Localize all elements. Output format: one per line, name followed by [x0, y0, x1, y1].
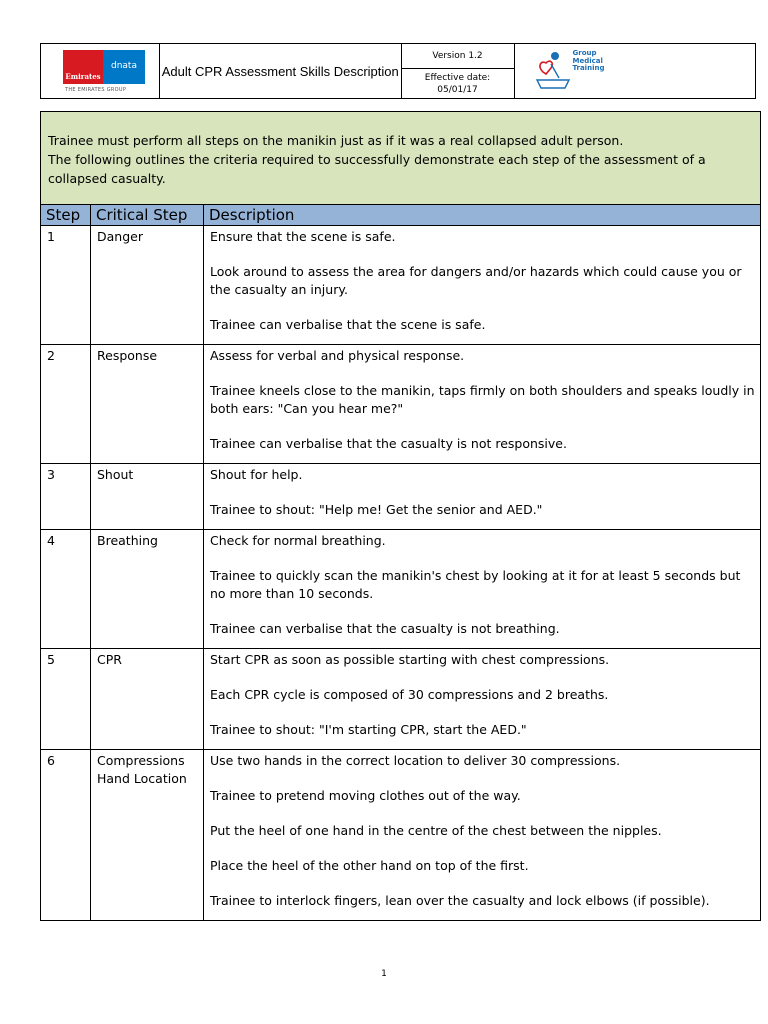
dnata-logo: dnata	[103, 50, 145, 84]
table-row	[41, 464, 760, 530]
medical-training-logo	[515, 44, 756, 98]
description-paragraph: Look around to assess the area for dangers and/or hazards which could cause you or the casualty an injury.	[210, 264, 742, 297]
step-number: 2	[41, 345, 91, 464]
description-paragraph: Put the heel of one hand in the centre of the chest between the nipples.	[210, 823, 662, 838]
header-description: Description	[204, 205, 761, 226]
step-description	[204, 345, 761, 464]
description-paragraph: Trainee to interlock fingers, lean over the casualty and lock elbows (if possible).	[210, 893, 710, 908]
table-row	[41, 750, 760, 921]
critical-step: Compressions Hand Location	[91, 750, 204, 921]
step-number: 6	[41, 750, 91, 921]
description-paragraph: Place the heel of the other hand on top of the first.	[210, 858, 529, 873]
table-row	[41, 530, 760, 649]
steps-table	[41, 204, 760, 920]
page-number: 1	[381, 969, 387, 979]
critical-step: Response	[91, 345, 204, 464]
step-description	[204, 649, 761, 750]
effective-date-value: 05/01/17	[437, 84, 478, 95]
critical-step: Breathing	[91, 530, 204, 649]
description-paragraph: Trainee to quickly scan the manikin's chest by looking at it for at least 5 seconds but no more than 10 seconds.	[210, 568, 741, 601]
table-header-row	[41, 205, 760, 226]
step-number: 4	[41, 530, 91, 649]
step-description	[204, 530, 761, 649]
version-block	[402, 44, 515, 98]
table-row	[41, 345, 760, 464]
step-description	[204, 464, 761, 530]
cpr-heart-icon	[535, 50, 571, 92]
description-paragraph: Trainee kneels close to the manikin, taps firmly on both shoulders and speaks loudly in both ears: "Can you hear me?"	[210, 383, 755, 416]
critical-step: Danger	[91, 226, 204, 345]
intro-box	[41, 112, 760, 204]
emirates-logo: Emirates	[63, 50, 103, 84]
assessment-panel	[40, 111, 761, 921]
step-number: 1	[47, 229, 55, 244]
description-paragraph: Trainee to shout: "Help me! Get the senior and AED."	[210, 502, 543, 517]
effective-date-block	[402, 69, 514, 98]
header-critical-step: Critical Step	[91, 205, 204, 226]
document-header	[40, 43, 756, 99]
description-paragraph: Trainee to shout: "I'm starting CPR, start the AED."	[210, 722, 527, 737]
header-step: Step	[41, 205, 91, 226]
step-description	[204, 226, 761, 345]
step-number: 5	[41, 649, 91, 750]
document-title: Adult CPR Assessment Skills Description	[160, 44, 402, 98]
critical-step: CPR	[91, 649, 204, 750]
step-description	[204, 750, 761, 921]
description-paragraph: Trainee can verbalise that the casualty is not responsive.	[210, 436, 567, 451]
effective-date-label: Effective date:	[424, 72, 491, 83]
description-paragraph: Trainee can verbalise that the scene is safe.	[210, 317, 486, 332]
version-label: Version 1.2	[402, 44, 514, 69]
description-paragraph: Use two hands in the correct location to deliver 30 compressions.	[210, 753, 621, 768]
description-paragraph: Start CPR as soon as possible starting with chest compressions.	[210, 652, 610, 667]
description-paragraph: Assess for verbal and physical response.	[210, 348, 465, 363]
description-paragraph: Ensure that the scene is safe.	[210, 229, 396, 244]
description-paragraph: Trainee to pretend moving clothes out of the way.	[210, 788, 521, 803]
intro-line-1: Trainee must perform all steps on the manikin just as if it was a real collapsed adult person.	[48, 133, 624, 148]
description-paragraph: Trainee can verbalise that the casualty is not breathing.	[210, 621, 560, 636]
critical-step: Shout	[91, 464, 204, 530]
gmt-label: Group Medical Training	[572, 49, 605, 72]
description-paragraph: Shout for help.	[210, 467, 303, 482]
company-logo	[41, 44, 160, 98]
description-paragraph: Check for normal breathing.	[210, 533, 386, 548]
intro-line-2: The following outlines the criteria required to successfully demonstrate each step of the assessment of a collapsed casualty.	[48, 152, 706, 186]
group-tagline: THE EMIRATES GROUP	[65, 87, 127, 93]
step-number: 3	[41, 464, 91, 530]
table-row	[41, 649, 760, 750]
table-row	[41, 226, 760, 345]
description-paragraph: Each CPR cycle is composed of 30 compressions and 2 breaths.	[210, 687, 609, 702]
